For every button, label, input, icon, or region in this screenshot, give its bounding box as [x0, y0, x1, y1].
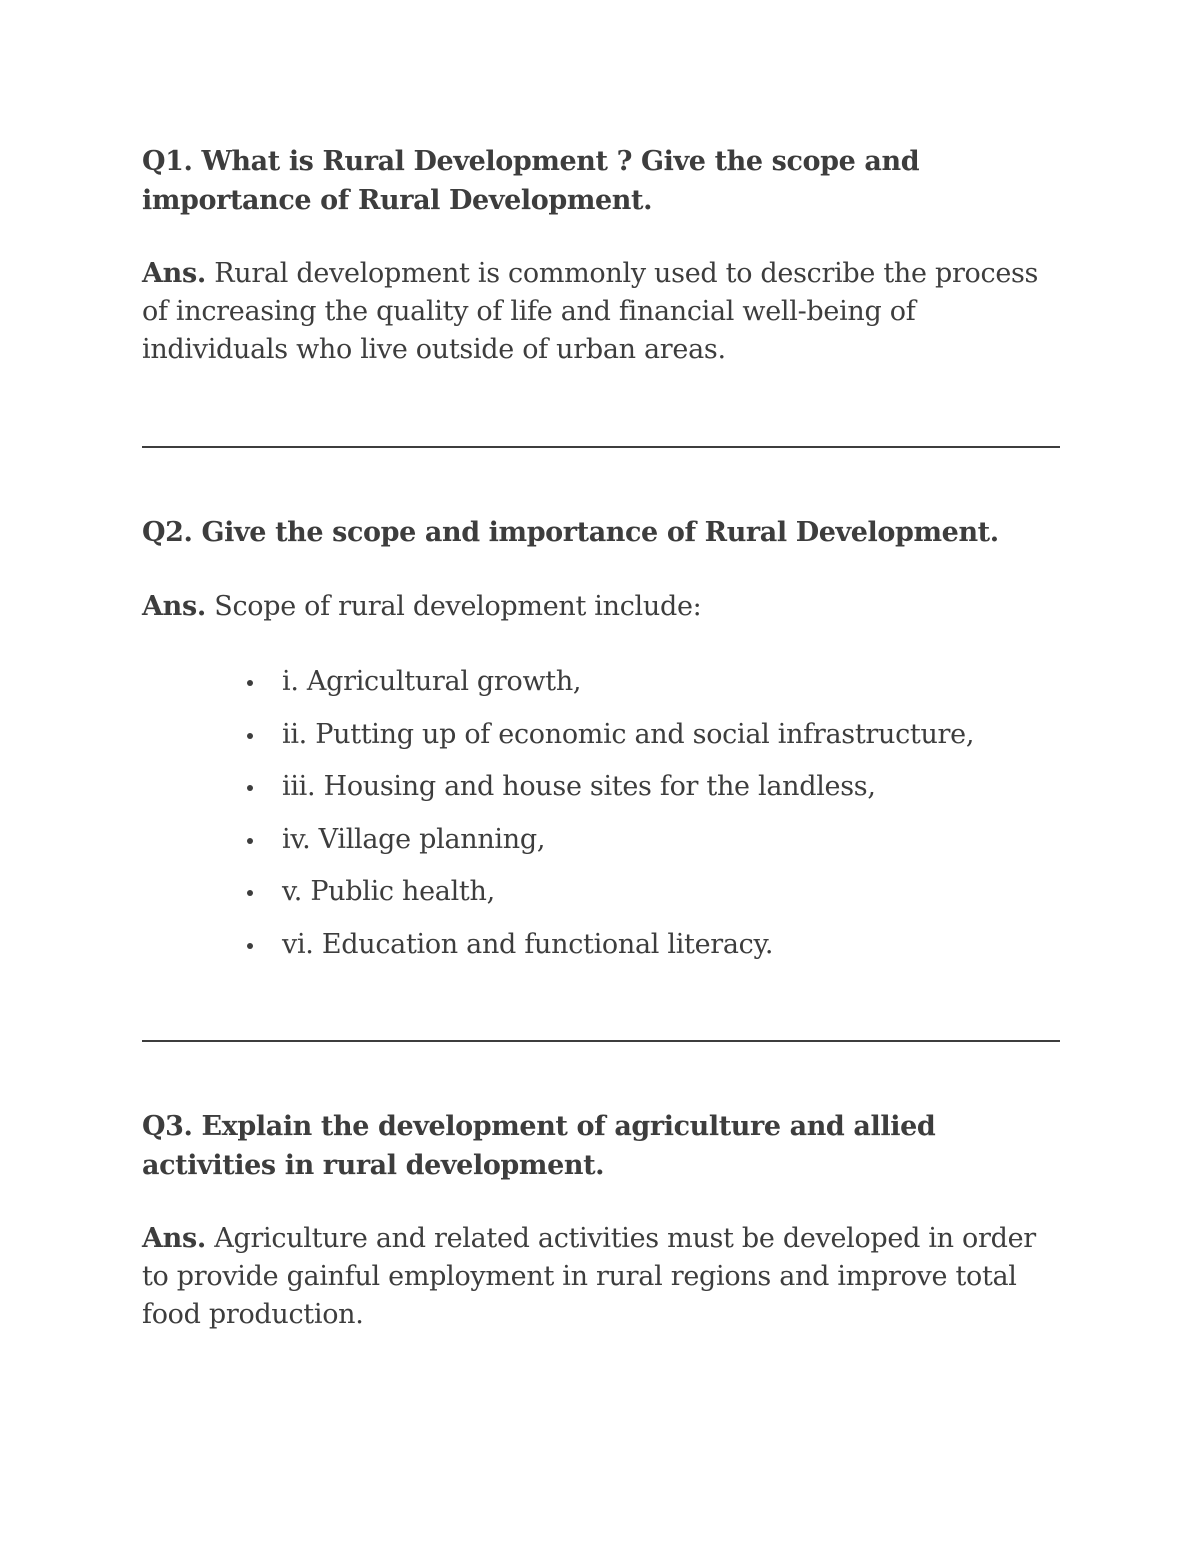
list-item-text: iv. Village planning, — [282, 823, 546, 855]
list-item-text: v. Public health, — [282, 876, 495, 907]
answer-2-label: Ans. — [142, 591, 206, 622]
list-item — [242, 709, 974, 762]
bullet-icon — [247, 890, 253, 896]
list-item-text: vi. Education and functional literacy. — [282, 928, 774, 960]
scope-list — [242, 656, 974, 971]
bullet-icon — [247, 838, 253, 844]
question-1-heading: Q1. What is Rural Development ? Give the scope and importance of Rural Development. — [142, 146, 920, 216]
bullet-icon — [247, 943, 253, 949]
answer-2 — [142, 588, 701, 626]
section-divider-2 — [142, 1040, 1060, 1042]
question-2-heading: Q2. Give the scope and importance of Rural Development. — [142, 517, 999, 548]
list-item-text: i. Agricultural growth, — [282, 666, 582, 697]
answer-1-label: Ans. — [142, 258, 206, 289]
bullet-icon — [247, 733, 253, 739]
section-divider-1 — [142, 446, 1060, 448]
bullet-icon — [247, 680, 253, 686]
list-item — [242, 866, 974, 919]
answer-3 — [142, 1220, 1060, 1334]
list-item — [242, 814, 974, 867]
answer-1-text: Rural development is commonly used to describe the process of increasing the quality of life and financial well-being of individuals who live outside of urban areas. — [142, 258, 1039, 365]
list-item — [242, 761, 974, 814]
list-item — [242, 656, 974, 709]
answer-3-text: Agriculture and related activities must be developed in order to provide gainful employment in rural regions and improve total food production. — [142, 1223, 1036, 1330]
list-item-text: ii. Putting up of economic and social infrastructure, — [282, 718, 975, 750]
list-item — [242, 919, 974, 972]
answer-3-label: Ans. — [142, 1223, 206, 1254]
list-item-text: iii. Housing and house sites for the landless, — [282, 771, 876, 802]
question-3-heading: Q3. Explain the development of agriculture and allied activities in rural development. — [142, 1111, 936, 1181]
answer-1 — [142, 255, 1060, 369]
bullet-icon — [247, 785, 253, 791]
answer-2-text: Scope of rural development include: — [205, 591, 702, 622]
